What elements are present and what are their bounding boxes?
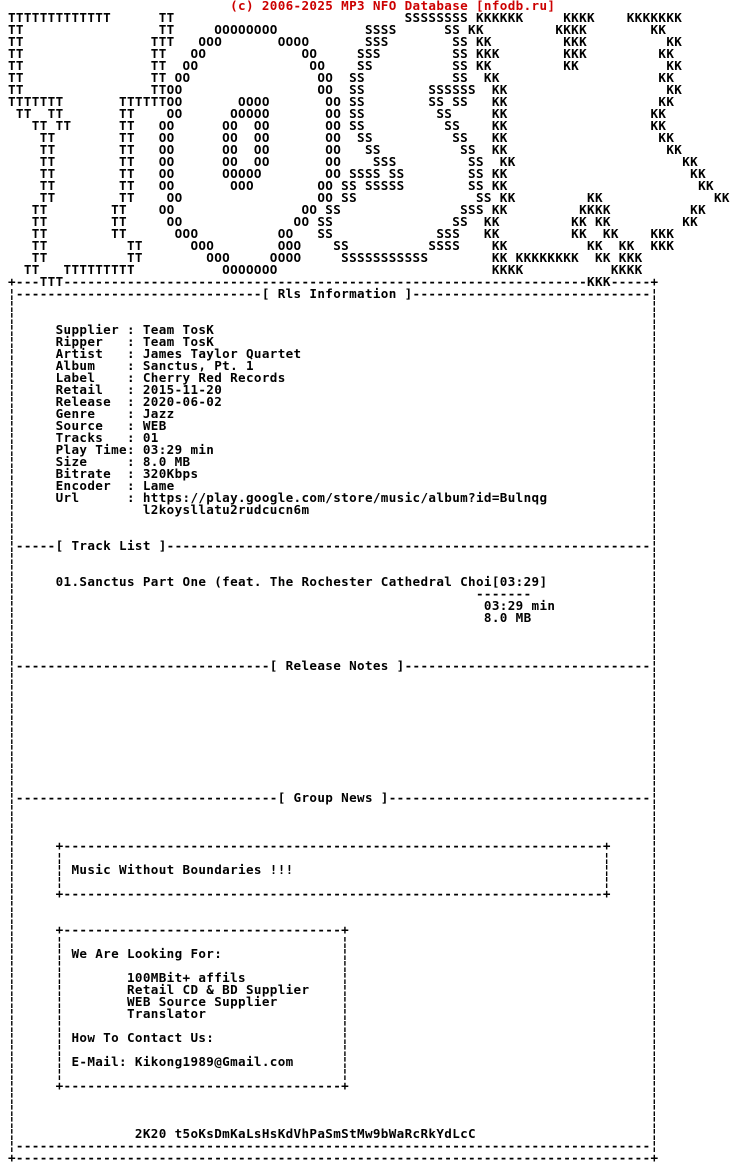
nfo-line: ¦ 01.Sanctus Part One (feat. The Rochester Cathedral Choi[03:29] ¦ — [8, 574, 659, 589]
nfo-line: ¦-------------------------------[ Rls Information ]------------------------------¦ — [8, 286, 659, 301]
nfo-line: ¦ +--------------------------------------------------------------------+ ¦ — [8, 838, 659, 853]
nfo-line: ¦ ¦ — [8, 826, 659, 841]
nfo-line: ¦ ¦ — [8, 670, 659, 685]
nfo-line: ¦ 03:29 min ¦ — [8, 598, 659, 613]
nfo-line: TTTTTTT TTTTTTOO OOOO OO SS SS SS KK KK — [8, 94, 675, 109]
nfo-line: ¦ 2K20 t5oKsDmKaLsHsKdVhPaSmStMw9bWaRcRkYdLcC ¦ — [8, 1126, 659, 1141]
nfo-line: ¦ ¦ — [8, 526, 659, 541]
nfo-line: TT TT OO OO SS SS KK KK KK KK — [8, 214, 699, 229]
nfo-line: +--------------------------------------------------------------------------------+ — [8, 1150, 659, 1165]
nfo-line: ¦ ¦ — [8, 778, 659, 793]
nfo-line: ¦ Release : 2020-06-02 ¦ — [8, 394, 659, 409]
nfo-line: ¦ ¦ We Are Looking For: ¦ ¦ — [8, 946, 659, 961]
nfo-line: ¦ Label : Cherry Red Records ¦ — [8, 370, 659, 385]
nfo-line: ¦ ¦ — [8, 514, 659, 529]
nfo-line: ¦---------------------------------[ Group News ]---------------------------------¦ — [8, 790, 659, 805]
nfo-line: ¦ 8.0 MB ¦ — [8, 610, 659, 625]
nfo-line: ¦ +--------------------------------------------------------------------+ ¦ — [8, 886, 659, 901]
nfo-line: ¦ Retail : 2015-11-20 ¦ — [8, 382, 659, 397]
nfo-line: TT TT OO OO SSS SS KKK KKK KK — [8, 46, 675, 61]
nfo-line: TTTTTTTTTTTTT TT SSSSSSSS KKKKKK KKKK KKKKKKK — [8, 10, 683, 25]
nfo-line: TT TT TT OO OO OO OO SS SS KK KK — [8, 118, 667, 133]
nfo-line: ¦ ¦ — [8, 1102, 659, 1117]
nfo-line: ¦ Source : WEB ¦ — [8, 418, 659, 433]
nfo-line: ¦ Ripper : Team TosK ¦ — [8, 334, 659, 349]
nfo-line: ¦ ¦ WEB Source Supplier ¦ ¦ — [8, 994, 659, 1009]
nfo-line: TT TT OO OO SS SSS KK KKKK KK — [8, 202, 707, 217]
nfo-line: ¦ ¦ ¦ ¦ — [8, 934, 659, 949]
nfo-line: ¦ ¦ — [8, 766, 659, 781]
nfo-line: ¦ Genre : Jazz ¦ — [8, 406, 659, 421]
nfo-line: TT TT OOO OO SS SSS KK KK KK KKK — [8, 226, 675, 241]
nfo-line: ¦ ¦ — [8, 706, 659, 721]
nfo-body — [8, 12, 730, 1164]
nfo-line: ¦-----[ Track List ]-------------------------------------------------------------¦ — [8, 538, 659, 553]
nfo-line: ¦ ¦ ¦ ¦ — [8, 1042, 659, 1057]
nfo-line: ¦ ¦ — [8, 646, 659, 661]
nfo-line: TT TT OO OO OO OO SS SS KK KK — [8, 142, 683, 157]
nfo-line: TT TT OOO OOOO SSSSSSSSSSS KK KKKKKKKK KK KKK — [8, 250, 643, 265]
nfo-line: TT TT OOOOOOOO SSSS SS KK KKKK KK — [8, 22, 667, 37]
nfo-line: TT TT OO OO SS SS KK KK KK — [8, 190, 730, 205]
nfo-line: TT TT OO OO OO OO SSS SS KK KK — [8, 154, 699, 169]
nfo-line: ¦ ¦ 100MBit+ affils ¦ ¦ — [8, 970, 659, 985]
nfo-line: ¦ ¦ — [8, 802, 659, 817]
nfo-line: ¦ ¦ — [8, 730, 659, 745]
nfo-line: TT TTT OOO OOOO SSS SS KK KKK KK — [8, 34, 683, 49]
nfo-line: ¦ ¦ — [8, 910, 659, 925]
nfo-line: ¦ ¦ E-Mail: Kikong1989@Gmail.com ¦ ¦ — [8, 1054, 659, 1069]
nfo-line: ¦ ¦ Retail CD & BD Supplier ¦ ¦ — [8, 982, 659, 997]
nfo-line: ¦ ¦ Music Without Boundaries !!! ¦ ¦ — [8, 862, 659, 877]
nfo-line: ¦ Size : 8.0 MB ¦ — [8, 454, 659, 469]
nfo-line: ¦ ¦ How To Contact Us: ¦ ¦ — [8, 1030, 659, 1045]
nfo-line: ¦ ¦ — [8, 718, 659, 733]
nfo-line: ¦ ¦ — [8, 622, 659, 637]
nfo-line: ¦ ¦ — [8, 298, 659, 313]
nfo-line: TT TT OO OOO OO SS SSSSS SS KK KK — [8, 178, 714, 193]
nfo-line: +---TTT------------------------------------------------------------------KKK-----+ — [8, 274, 659, 289]
nfo-line: TT TT OOO OOO SS SSSS KK KK KK KKK — [8, 238, 675, 253]
nfo-line: ¦ ¦ — [8, 814, 659, 829]
nfo-line: TT TT OO OO SS SS KK KK — [8, 70, 675, 85]
copyright-banner: (c) 2006-2025 MP3 NFO Database [nfodb.ru] — [8, 0, 556, 13]
nfo-line: ¦ ¦ — [8, 1090, 659, 1105]
nfo-line: ¦ ¦ ¦ ¦ — [8, 1018, 659, 1033]
nfo-line: TT TT OO OOOOO OO SSSS SS SS KK KK — [8, 166, 707, 181]
nfo-line: ¦ ¦ ¦ ¦ — [8, 958, 659, 973]
nfo-line: ¦ Tracks : 01 ¦ — [8, 430, 659, 445]
nfo-line: ¦ Bitrate : 320Kbps ¦ — [8, 466, 659, 481]
nfo-line: ¦ ¦ ¦ ¦ — [8, 874, 659, 889]
nfo-line: TT TT OO OO OO OO SS SS KK KK — [8, 130, 675, 145]
nfo-line: ¦ +-----------------------------------+ ¦ — [8, 1078, 659, 1093]
nfo-line: ¦ Artist : James Taylor Quartet ¦ — [8, 346, 659, 361]
nfo-line: ¦ ¦ — [8, 754, 659, 769]
nfo-line: ¦ +-----------------------------------+ ¦ — [8, 922, 659, 937]
nfo-line: TT TT OO OO SS SS KK KK KK — [8, 58, 683, 73]
nfo-line: TT TTTTTTTTT OOOOOOO KKKK KKKK — [8, 262, 643, 277]
nfo-line: ¦ ¦ — [8, 898, 659, 913]
nfo-line: ¦ ¦ ¦ ¦ — [8, 850, 659, 865]
nfo-line: ¦--------------------------------------------------------------------------------¦ — [8, 1138, 659, 1153]
nfo-line: ¦ Url : https://play.google.com/store/music/album?id=Bulnqg ¦ — [8, 490, 659, 505]
nfo-line: ¦ ¦ — [8, 634, 659, 649]
nfo-line: TT TTOO OO SS SSSSSS KK KK — [8, 82, 683, 97]
nfo-line: ¦ ¦ Translator ¦ ¦ — [8, 1006, 659, 1021]
nfo-line: ¦ Album : Sanctus, Pt. 1 ¦ — [8, 358, 659, 373]
nfo-line: TT TT TT OO OOOOO OO SS SS KK KK — [8, 106, 667, 121]
nfo-document — [8, 0, 730, 1164]
nfo-line: ¦ ¦ — [8, 1114, 659, 1129]
nfo-line: ¦ ¦ — [8, 550, 659, 565]
nfo-line: ¦ ¦ ¦ ¦ — [8, 1066, 659, 1081]
nfo-line: ¦ Supplier : Team TosK ¦ — [8, 322, 659, 337]
nfo-line: ¦ ¦ — [8, 682, 659, 697]
nfo-line: ¦ Encoder : Lame ¦ — [8, 478, 659, 493]
nfo-line: ¦ ¦ — [8, 562, 659, 577]
nfo-line: ¦--------------------------------[ Release Notes ]-------------------------------¦ — [8, 658, 659, 673]
nfo-line: ¦ Play Time: 03:29 min ¦ — [8, 442, 659, 457]
nfo-line: ¦ ¦ — [8, 694, 659, 709]
nfo-line: ¦ l2koysllatu2rudcucn6m ¦ — [8, 502, 659, 517]
nfo-line: ¦ ¦ — [8, 742, 659, 757]
nfo-line: ¦ ------- ¦ — [8, 586, 659, 601]
nfo-line: ¦ ¦ — [8, 310, 659, 325]
